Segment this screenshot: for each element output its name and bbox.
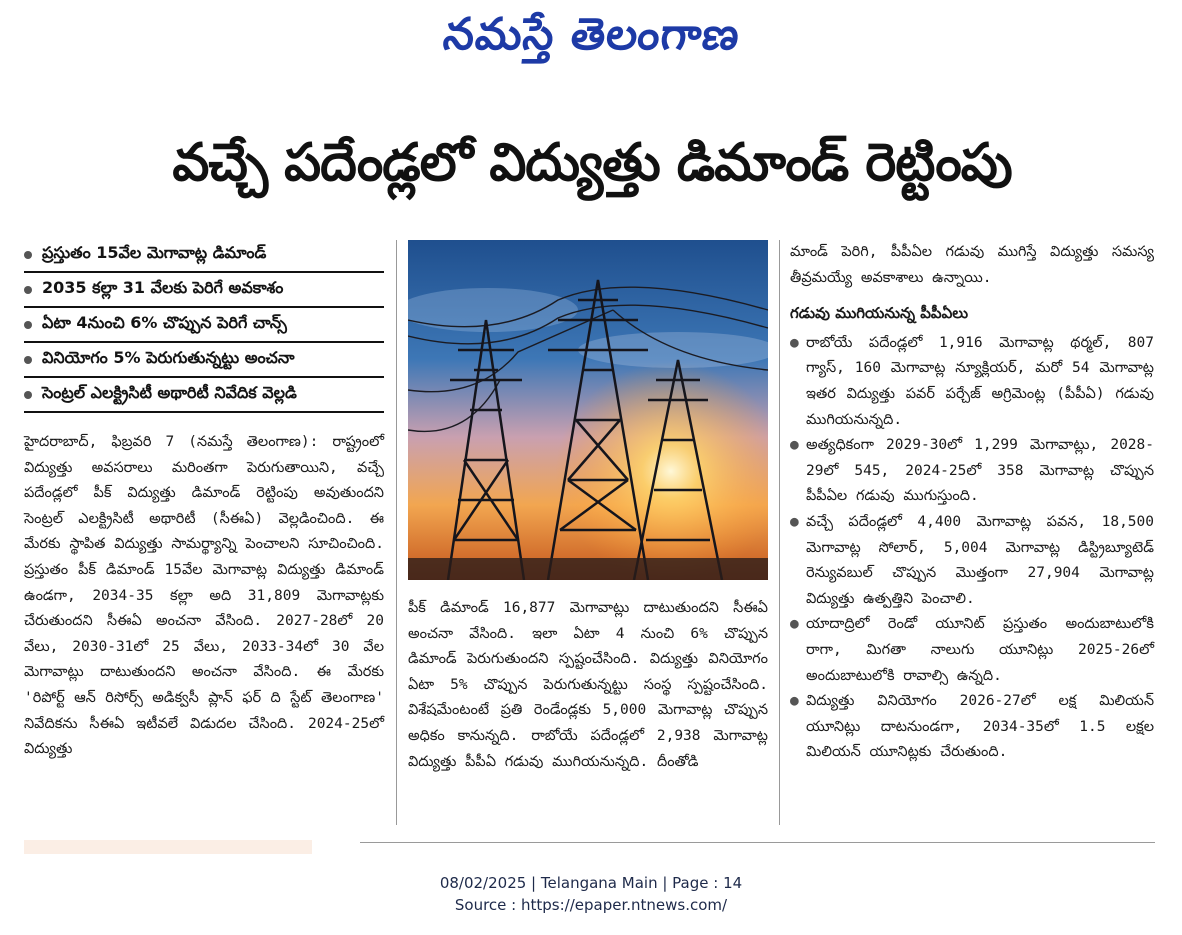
bullet-icon [24,321,32,329]
power-tower-photo-icon [408,240,768,580]
bullet-icon: ● [790,437,799,454]
list-item: ● వచ్చే పదేండ్లలో 4,400 మెగావాట్ల పవన, 18,500 మెగావాట్ల సోలార్, 5,004 మెగావాట్ల డిస్ట్రిబ్యూటెడ్ రెన్యువబుల్ చొప్పున మొత్తంగా 27,904 మెగావాట్ల విద్యుత్తు ఉత్పత్తిని పెంచాలి. [790,510,1154,612]
page-footer [0,872,1182,916]
masthead [0,0,1182,80]
source-link[interactable]: Source : https://epaper.ntnews.com/ [454,896,728,914]
highlight-item: 2035 కల్లా 31 వేలకు పెరిగే అవకాశం [24,273,384,308]
page-edge-tint [24,840,312,854]
newspaper-logo: నమస్తే తెలంగాణ [440,9,743,60]
list-item: ● రాబోయే పదేండ్లలో 1,916 మెగావాట్ల థర్మల్, 807 గ్యాస్, 160 మెగావాట్ల న్యూక్లియర్, మరో 54 మెగావాట్ల ఇతర విద్యుత్తు పవర్ పర్చేజ్ అగ్రిమెంట్ల (పీపీఏ) గడువు ముగియనున్నది. [790,331,1154,433]
section-subheading: గడువు ముగియనున్న పీపీఏలు [790,304,969,323]
bullet-icon: ● [790,334,799,351]
article-column-2 [408,596,768,775]
highlight-item: ఏటా 4నుంచి 6% చొప్పున పెరిగే చాన్స్ [24,308,384,343]
bullet-icon: ● [790,616,799,633]
bullet-icon: ● [790,693,799,710]
list-item: ● అత్యధికంగా 2029-30లో 1,299 మెగావాట్లు, 2028-29లో 545, 2024-25లో 358 మెగావాట్ల చొప్పున పీపీఏల గడువు ముగుస్తుంది. [790,433,1154,510]
column-divider [396,240,397,825]
article-column-3 [790,240,1154,766]
column-divider [779,240,780,825]
edition-info: 08/02/2025 | Telangana Main | Page : 14 [439,874,743,892]
article-headline: వచ్చే పదేండ్లలో విద్యుత్తు డిమాండ్ రెట్టింపు [172,133,1012,193]
list-item: ● విద్యుత్తు వినియోగం 2026-27లో లక్ష మిలియన్ యూనిట్లు దాటనుండగా, 2034-35లో 1.5 లక్షల మిలియన్ యూనిట్లకు చేరుతుంది. [790,689,1154,766]
bottom-rule [360,842,1155,843]
body-paragraph: పీక్ డిమాండ్ 16,877 మెగావాట్లు దాటుతుందని సీఈఏ అంచనా వేసింది. ఇలా ఏటా 4 నుంచి 6% చొప్పున డిమాండ్ పెరుగుతుందని స్పష్టంచేసింది. విద్యుత్తు వినియోగం ఏటా 5% చొప్పున పెరుగుతున్నట్టు సంస్థ స్పష్టంచేసింది. విశేషమేంటంటే ప్రతి రెండేండ్లకు 5,000 మెగావాట్ల చొప్పున అధికం కానున్నది. రాబోయే పదేండ్లలో 2,938 మెగావాట్ల విద్యుత్తు పీపీఏ గడువు ముగియనున్నది. దీంతోడి [408,600,768,770]
highlight-item: సెంట్రల్ ఎలక్ట్రిసిటీ అథారిటీ నివేదిక వెల్లడి [24,378,384,413]
highlight-item: వినియోగం 5% పెరుగుతున్నట్టు అంచనా [24,343,384,378]
body-paragraph: హైదరాబాద్, ఫిబ్రవరి 7 (నమస్తే తెలంగాణ): రాష్ట్రంలో విద్యుత్తు అవసరాలు మరింతగా పెరుగుతాయిని, వచ్చే పదేండ్లలో పీక్ విద్యుత్తు డిమాండ్ రెట్టింపు అవుతుందని సెంట్రల్ ఎలక్ట్రిసిటీ అథారిటీ (సీఈఏ) వెల్లడించింది. ఈ మేరకు స్థాపిత విద్యుత్తు సామర్థ్యాన్ని పెంచాలని సూచించింది. ప్రస్తుతం పీక్ డిమాండ్ 15వేల మెగావాట్ల విద్యుత్తు డిమాండ్ ఉండగా, 2034-35 కల్లా అది 31,809 మెగావాట్లకు చేరుతుందని సీఈఏ అంచనా వేసింది. 2027-28లో 20 వేలు, 2030-31లో 25 వేలు, 2033-34లో 30 వేల మెగావాట్లు దాటుతుందని అంచనా వేసింది. ఈ మేరకు 'రిపోర్ట్ ఆన్ రిసోర్స్ అడిక్వసీ ప్లాన్ ఫర్ ది స్టేట్ తెలంగాణ' నివేదికను సీఈఏ ఇటీవలే విడుదల చేసింది. 2024-25లో విద్యుత్తు [24,434,384,758]
highlight-item: ప్రస్తుతం 15వేల మెగావాట్ల డిమాండ్ [24,238,384,273]
bullet-icon [24,251,32,259]
power-tower-photo [408,240,768,580]
bullet-icon [24,286,32,294]
bullet-icon: ● [790,513,799,530]
body-paragraph: మాండ్ పెరిగి, పీపీఏల గడువు ముగిస్తే విద్యుత్తు సమస్య తీవ్రమయ్యే అవకాశాలు ఉన్నాయి. [790,244,1154,286]
highlights-list [24,238,384,413]
article-column-1 [24,430,384,763]
bullet-icon [24,356,32,364]
bullet-icon [24,391,32,399]
list-item: ● యాదాద్రిలో రెండో యూనిట్ ప్రస్తుతం అందుబాటులోకి రాగా, మిగతా నాలుగు యూనిట్లు 2025-26లో అందుబాటులోకి రావాల్సి ఉన్నది. [790,612,1154,689]
